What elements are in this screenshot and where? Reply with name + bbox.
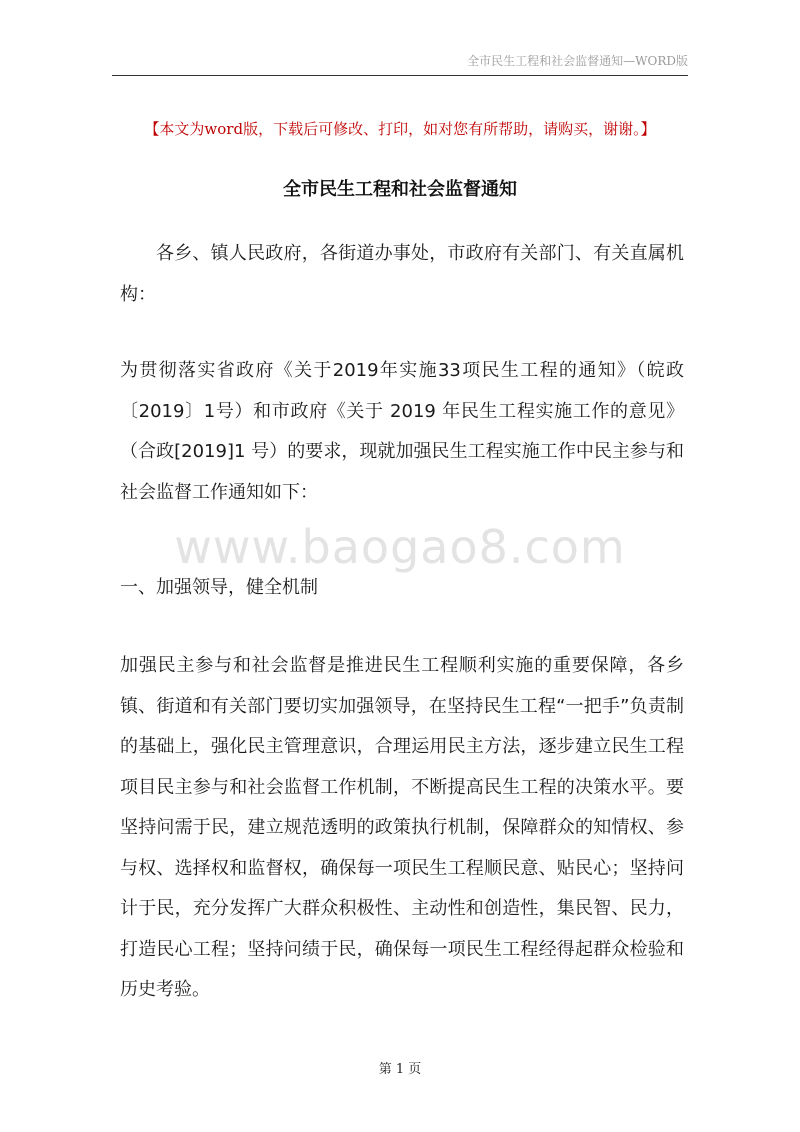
download-notice: 【本文为word版，下载后可修改、打印，如对您有所帮助，请购买，谢谢。】 (144, 120, 656, 138)
section-heading-1: 一、加强领导，健全机制 (120, 577, 318, 598)
paragraph-1: 为贯彻落实省政府《关于2019年实施33项民生工程的通知》（皖政〔2019〕1号）和市政府《关于 2019 年民生工程实施工作的意见》（合政[2019]1 号）的要求，现就加强民生工程实施工作中民主参与和社会监督工作通知如下： (120, 360, 684, 503)
document-title: 全市民生工程和社会监督通知 (283, 179, 517, 200)
page-number: 第 1 页 (378, 1062, 422, 1077)
header-divider (112, 75, 688, 76)
paragraph-2: 加强民主参与和社会监督是推进民生工程顺利实施的重要保障，各乡镇、街道和有关部门要切实加强领导，在坚持民生工程“一把手”负责制的基础上，强化民主管理意识，合理运用民主方法，逐步建立民生工程项目民主参与和社会监督工作机制，不断提高民生工程的决策水平。要坚持问需于民，建立规范透明的政策执行机制，保障群众的知情权、参与权、选择权和监督权，确保每一项民生工程顺民意、贴民心；坚持问计于民，充分发挥广大群众积极性、主动性和创造性，集民智、民力，打造民心工程；坚持问绩于民，确保每一项民生工程经得起群众检验和历史考验。 (120, 655, 684, 1000)
running-header: 全市民生工程和社会监督通知—WORD版 (467, 54, 688, 68)
salutation: 各乡、镇人民政府，各街道办事处，市政府有关部门、有关直属机构： (120, 243, 684, 305)
watermark: www.baogao8.com (174, 520, 626, 574)
